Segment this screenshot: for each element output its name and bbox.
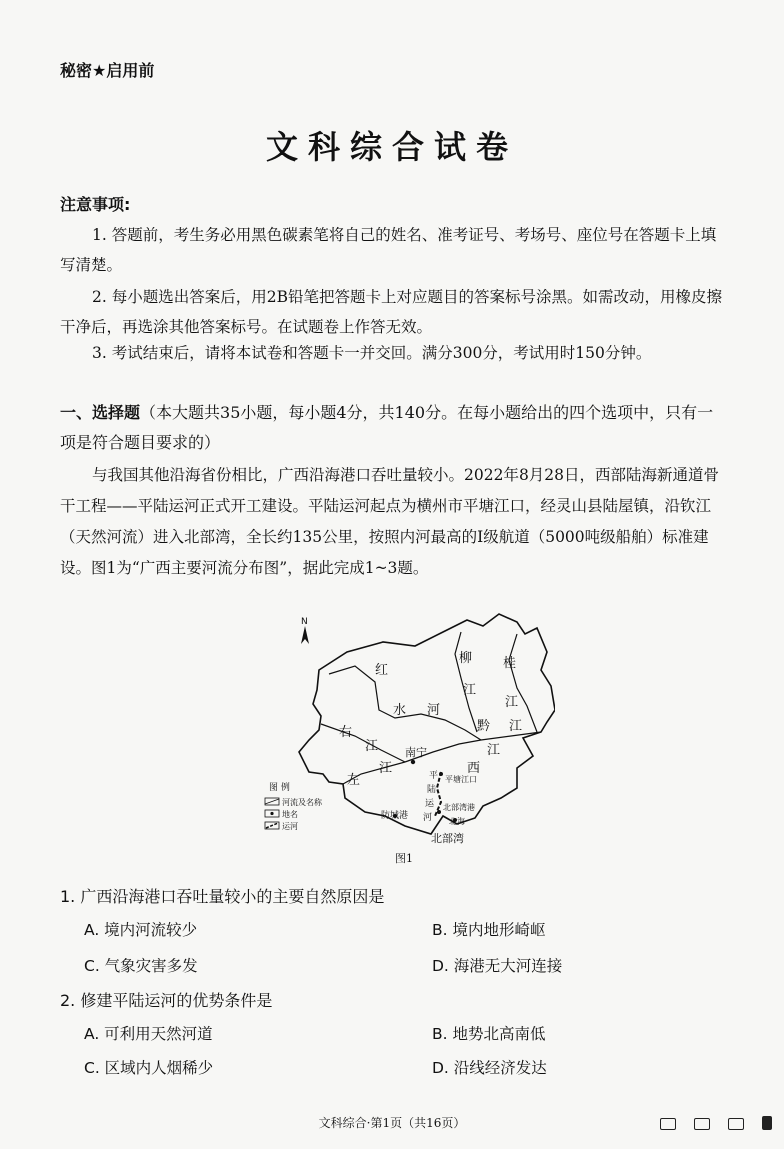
river-label: 江 [487,743,501,758]
river-label: 江 [379,761,393,776]
river-label: 河 [427,703,441,718]
q1-option-a: A. 境内河流较少 [84,921,198,939]
river-label: 江 [365,739,379,754]
you-river [321,724,405,762]
place-label: 南宁 [405,746,427,759]
q2-option-d: D. 沿线经济发达 [432,1059,547,1077]
footer-marks [660,1115,772,1134]
legend-title: 图 例 [269,783,290,793]
notice-item-3: 3. 考试结束后，请将本试卷和答题卡一并交回。满分300分，考试用时150分钟。 [92,344,652,362]
river-label: 江 [509,719,523,734]
place-label: 北部湾 [431,832,464,845]
place-label: 北部湾港 [443,803,475,812]
filled-square-icon [762,1116,772,1130]
q1-option-d: D. 海港无大河连接 [432,957,563,975]
place-label: 北海 [449,817,465,826]
canal-label: 陆 [427,785,437,795]
liu-river [455,632,477,732]
q1-option-b: B. 境内地形崎岖 [432,921,546,939]
river-label: 右 [339,725,353,740]
river-label: 左 [347,773,361,788]
figure-caption: 图1 [395,852,413,865]
river-label: 红 [375,663,389,678]
legend-item: 地名 [282,810,298,819]
city-dot [439,772,443,776]
notice-item-2: 2. 每小题选出答案后，用2B铅笔把答题卡上对应题目的答案标号涂黑。如需改动，用橡皮擦干净后，再选涂其他答案标号。在试题卷上作答无效。 [60,288,722,336]
legend-item: 河流及名称 [282,798,322,807]
question-1-stem: 1. 广西沿海港口吞吐量较小的主要自然原因是 [60,887,385,906]
section-1-header [60,398,725,458]
exam-title: 文科综合试卷 [265,128,518,166]
notice-item-1: 1. 答题前，考生务必用黑色碳素笔将自己的姓名、准考证号、考场号、座位号在答题卡上填写清楚。 [60,226,717,274]
square-icon [660,1118,676,1130]
square-icon [694,1118,710,1130]
canal-label: 平 [429,771,439,781]
river-label: 江 [505,695,519,710]
confidential-label: 秘密★启用前 [60,61,155,80]
section-heading: 一、选择题 [60,403,141,422]
notice-title: 注意事项: [60,195,131,214]
river-label: 黔 [477,719,491,734]
city-dot [411,760,415,764]
place-label: 平塘江口 [445,775,477,784]
canal-label: 河 [423,813,433,823]
q1-option-c: C. 气象灾害多发 [84,957,198,975]
city-dot [437,810,441,814]
section-instructions: （本大题共35小题，每小题4分，共140分。在每小题给出的四个选项中，只有一项是符合题目要求的） [60,403,714,452]
place-label: 防城港 [381,811,409,821]
river-label: 西 [467,761,481,776]
river-label: 柳 [459,651,473,666]
river-label: 水 [393,703,407,718]
question-2-stem: 2. 修建平陆运河的优势条件是 [60,991,273,1010]
gui-river [509,634,537,732]
canal-label: 运 [425,799,435,809]
north-arrow-icon [301,626,309,644]
q2-option-b: B. 地势北高南低 [432,1025,546,1043]
legend-item: 运河 [282,822,298,831]
passage: 与我国其他沿海省份相比，广西沿海港口吞吐量较小。2022年8月28日，西部陆海新通道骨干工程——平陆运河正式开工建设。平陆运河起点为横州市平塘江口，经灵山县陆屋镇，沿钦江（天然河流）进入北部湾，全长约135公里，按照内河最高的I级航道（5000吨级船舶）标准建设。图1为“广西主要河流分布图”，据此完成1~3题。 [60,466,720,577]
q2-option-a: A. 可利用天然河道 [84,1025,213,1043]
page-footer: 文科综合·第1页（共16页） [318,1116,466,1130]
river-label: 桂 [503,656,517,671]
square-icon [728,1118,744,1130]
river-label: 江 [463,683,477,698]
guangxi-river-map [255,612,555,867]
q2-option-c: C. 区域内人烟稀少 [84,1059,214,1077]
north-label: N [301,617,308,627]
